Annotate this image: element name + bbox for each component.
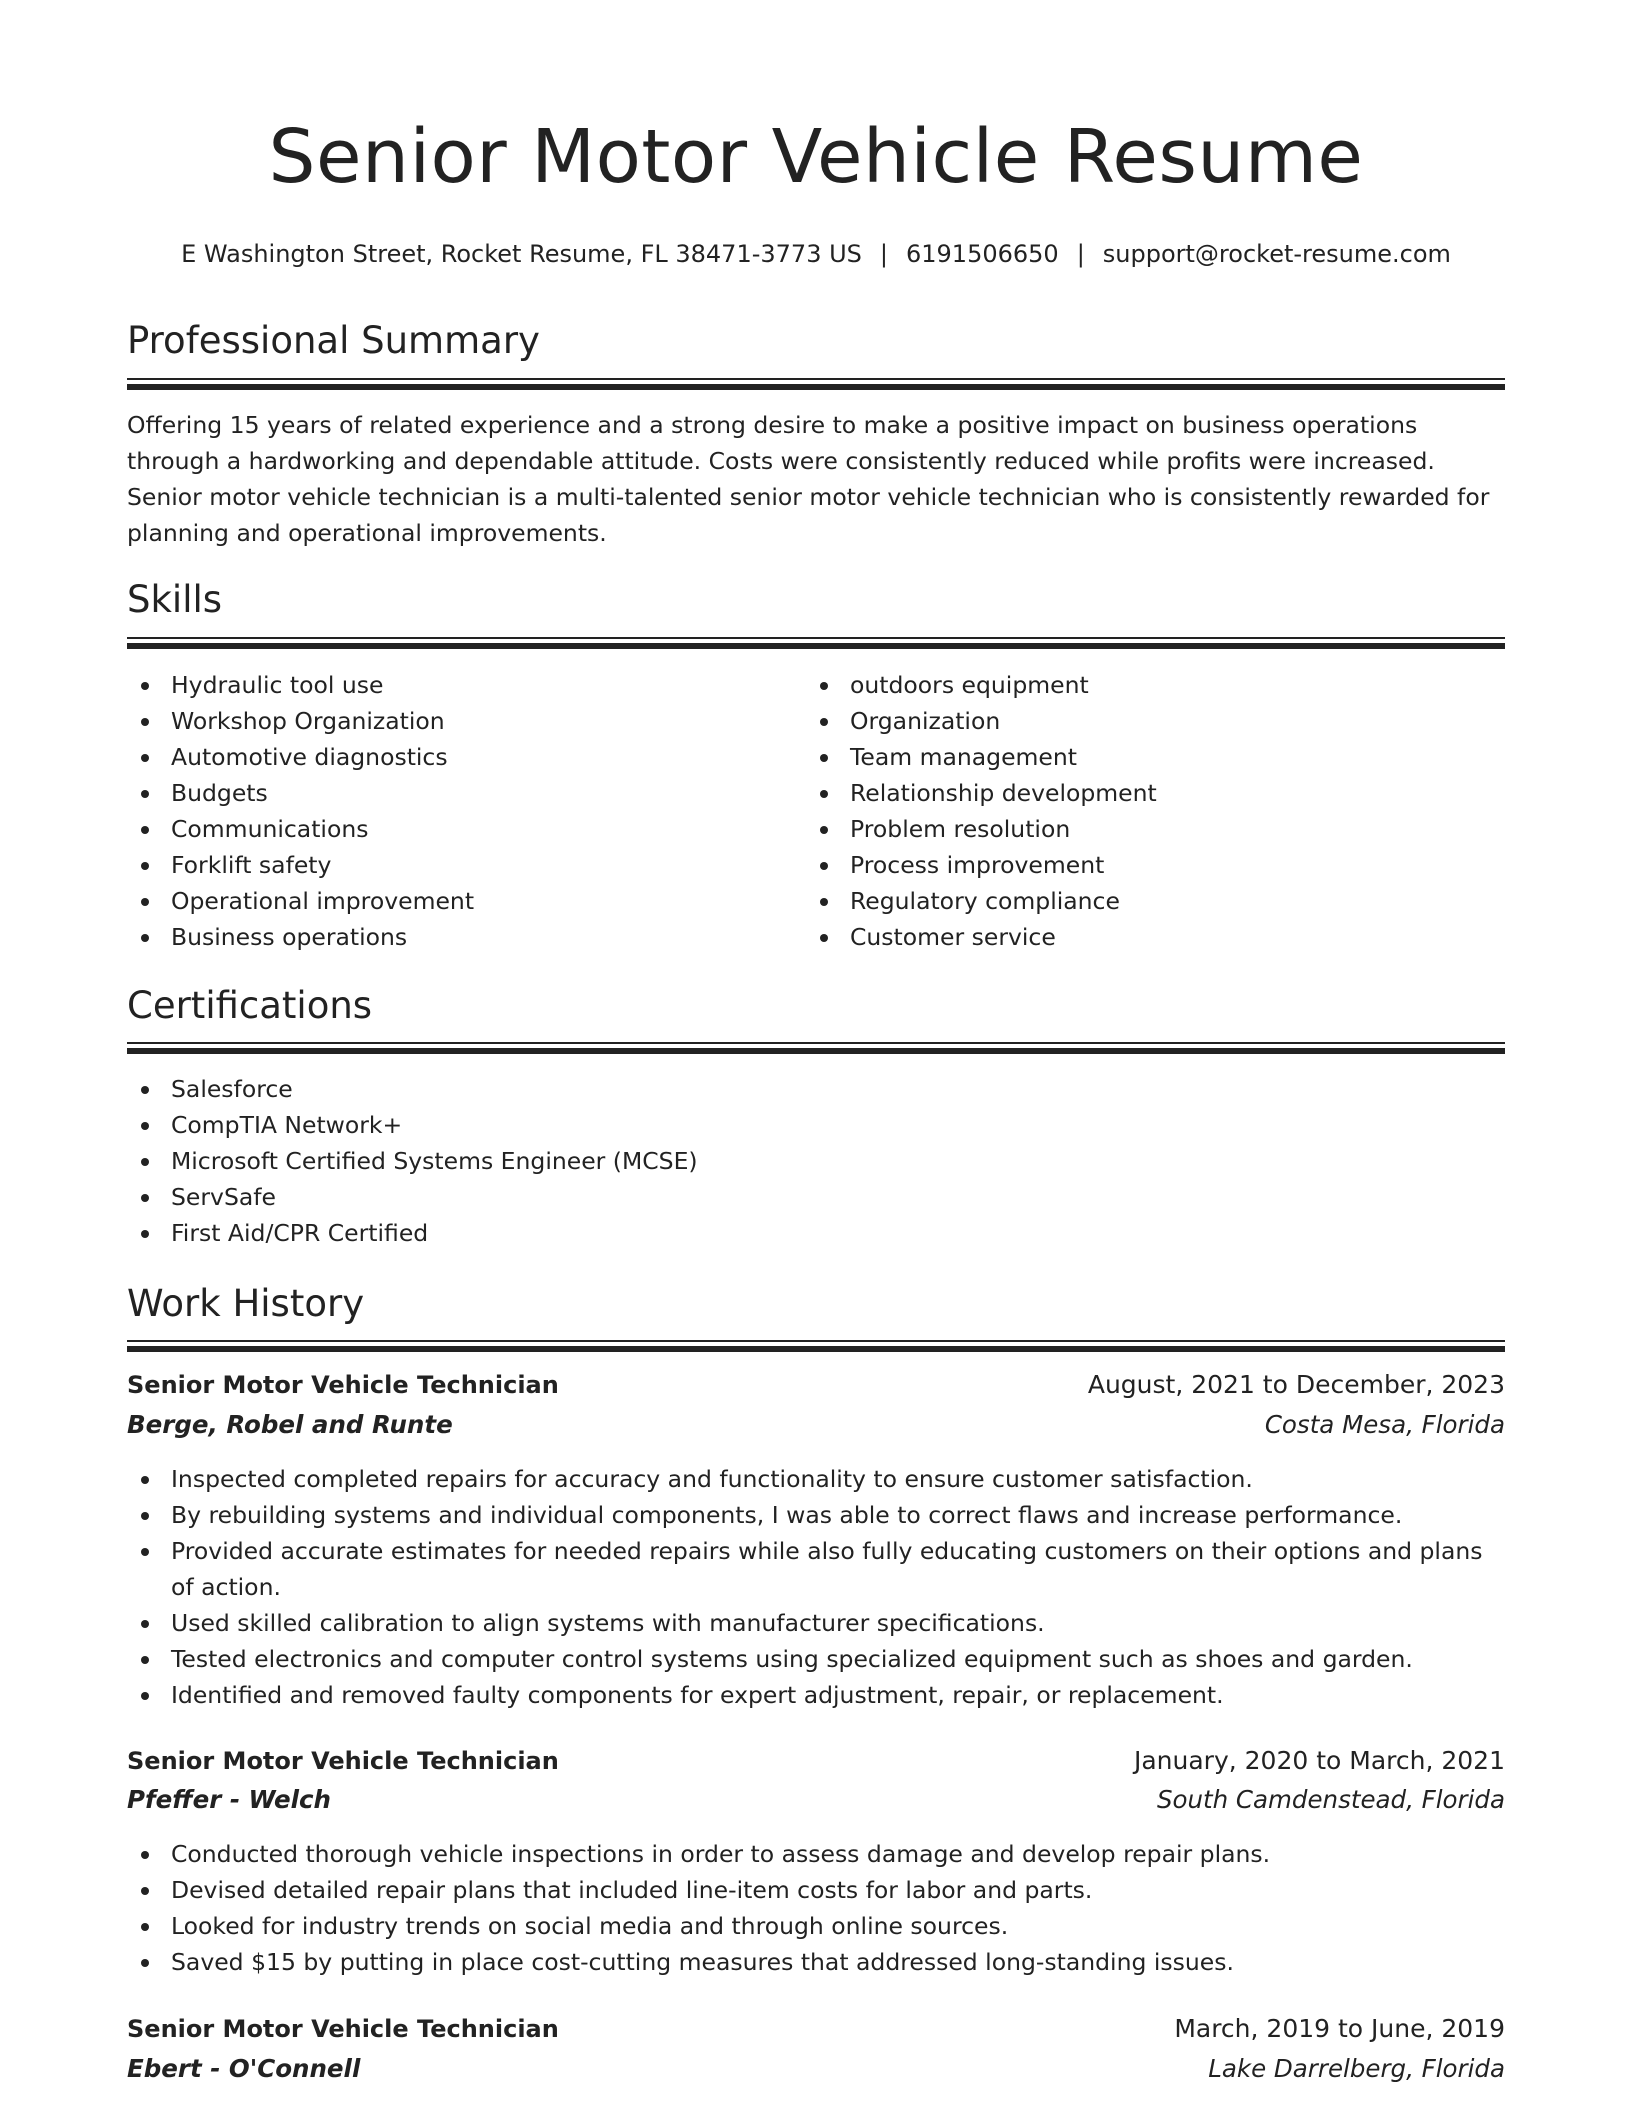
skills-section	[127, 578, 1505, 621]
skill-item: outdoors equipment	[806, 667, 1466, 703]
work-heading: Work History	[127, 1282, 365, 1325]
skills-list-left	[127, 667, 787, 955]
job-header	[127, 1370, 1505, 1399]
skill-item: Problem resolution	[806, 811, 1466, 847]
skills-list-right	[806, 667, 1466, 955]
certification-item: CompTIA Network+	[127, 1107, 1505, 1143]
work-section	[127, 1282, 1505, 1325]
job-bullet: Provided accurate estimates for needed repairs while also fully educating customers on their options and plans of action.	[127, 1533, 1505, 1605]
job-bullet: Looked for industry trends on social media and through online sources.	[127, 1908, 1505, 1944]
summary-heading: Professional Summary	[127, 319, 540, 362]
contact-line	[127, 240, 1505, 269]
skill-item: Automotive diagnostics	[127, 739, 787, 775]
contact-email: support@rocket-resume.com	[1102, 240, 1451, 268]
summary-rule	[127, 378, 1505, 390]
skill-item: Business operations	[127, 919, 787, 955]
job-bullet: By rebuilding systems and individual components, I was able to correct flaws and increase performance.	[127, 1497, 1505, 1533]
job-bullet: Saved $15 by putting in place cost-cutting measures that addressed long-standing issues.	[127, 1944, 1505, 1980]
job-bullet: Conducted thorough vehicle inspections in order to assess damage and develop repair plans.	[127, 1836, 1505, 1872]
skill-item: Hydraulic tool use	[127, 667, 787, 703]
job-header	[127, 1746, 1505, 1775]
skill-item: Budgets	[127, 775, 787, 811]
job-title: Senior Motor Vehicle Technician	[127, 1371, 559, 1399]
certification-item: Microsoft Certified Systems Engineer (MCSE)	[127, 1143, 1505, 1179]
job-subheader	[127, 1410, 1505, 1439]
job-bullet: Devised detailed repair plans that included line-item costs for labor and parts.	[127, 1872, 1505, 1908]
job-bullet: Used skilled calibration to align systems with manufacturer specifications.	[127, 1605, 1505, 1641]
certification-item: ServSafe	[127, 1179, 1505, 1215]
skill-item: Organization	[806, 703, 1466, 739]
skills-heading: Skills	[127, 578, 223, 621]
certification-item: First Aid/CPR Certified	[127, 1215, 1505, 1251]
job-company: Ebert - O'Connell	[127, 2054, 361, 2083]
certification-item: Salesforce	[127, 1071, 1505, 1107]
certifications-section	[127, 984, 1505, 1027]
job-dates: March, 2019 to June, 2019	[1174, 2014, 1505, 2043]
contact-phone: 6191506650	[905, 240, 1059, 268]
summary-text: Offering 15 years of related experience and a strong desire to make a positive impact on business operations through a hardworking and dependable attitude. Costs were consistently reduced while profits were increased. Senior motor vehicle technician is a multi-talented senior motor vehicle technician who is consistently rewarded for planning and operational improvements.	[127, 411, 1490, 547]
skill-item: Operational improvement	[127, 883, 787, 919]
job-company: Pfeffer - Welch	[127, 1785, 331, 1814]
job-bullet: Inspected completed repairs for accuracy and functionality to ensure customer satisfaction.	[127, 1461, 1505, 1497]
skill-item: Forklift safety	[127, 847, 787, 883]
skill-item: Relationship development	[806, 775, 1466, 811]
skill-item: Process improvement	[806, 847, 1466, 883]
skill-item: Communications	[127, 811, 787, 847]
job-subheader	[127, 1785, 1505, 1814]
job-subheader	[127, 2054, 1505, 2083]
job-dates: January, 2020 to March, 2021	[1133, 1746, 1505, 1775]
resume-title: Senior Motor Vehicle Resume	[268, 114, 1364, 200]
job-bullet: Tested electronics and computer control systems using specialized equipment such as shoes and garden.	[127, 1641, 1505, 1677]
skill-item: Team management	[806, 739, 1466, 775]
job-title: Senior Motor Vehicle Technician	[127, 1747, 559, 1775]
job-company: Berge, Robel and Runte	[127, 1410, 453, 1439]
job-location: Lake Darrelberg, Florida	[1208, 2054, 1505, 2083]
contact-separator: |	[879, 240, 888, 268]
skill-item: Customer service	[806, 919, 1466, 955]
job-location: South Camdenstead, Florida	[1156, 1785, 1505, 1814]
certifications-list	[127, 1071, 1505, 1251]
skills-rule	[127, 637, 1505, 649]
job-bullets	[127, 1461, 1505, 1713]
job-dates: August, 2021 to December, 2023	[1087, 1370, 1505, 1399]
certifications-rule	[127, 1042, 1505, 1054]
summary-section	[127, 319, 1505, 362]
job-header	[127, 2014, 1505, 2043]
contact-address: E Washington Street, Rocket Resume, FL 38471-3773 US	[181, 240, 862, 268]
skill-item: Workshop Organization	[127, 703, 787, 739]
job-bullet: Identified and removed faulty components for expert adjustment, repair, or replacement.	[127, 1677, 1505, 1713]
work-rule	[127, 1340, 1505, 1352]
skill-item: Regulatory compliance	[806, 883, 1466, 919]
contact-separator: |	[1076, 240, 1085, 268]
job-location: Costa Mesa, Florida	[1264, 1410, 1505, 1439]
certifications-heading: Certifications	[127, 984, 373, 1027]
job-bullets	[127, 1836, 1505, 1980]
job-title: Senior Motor Vehicle Technician	[127, 2015, 559, 2043]
